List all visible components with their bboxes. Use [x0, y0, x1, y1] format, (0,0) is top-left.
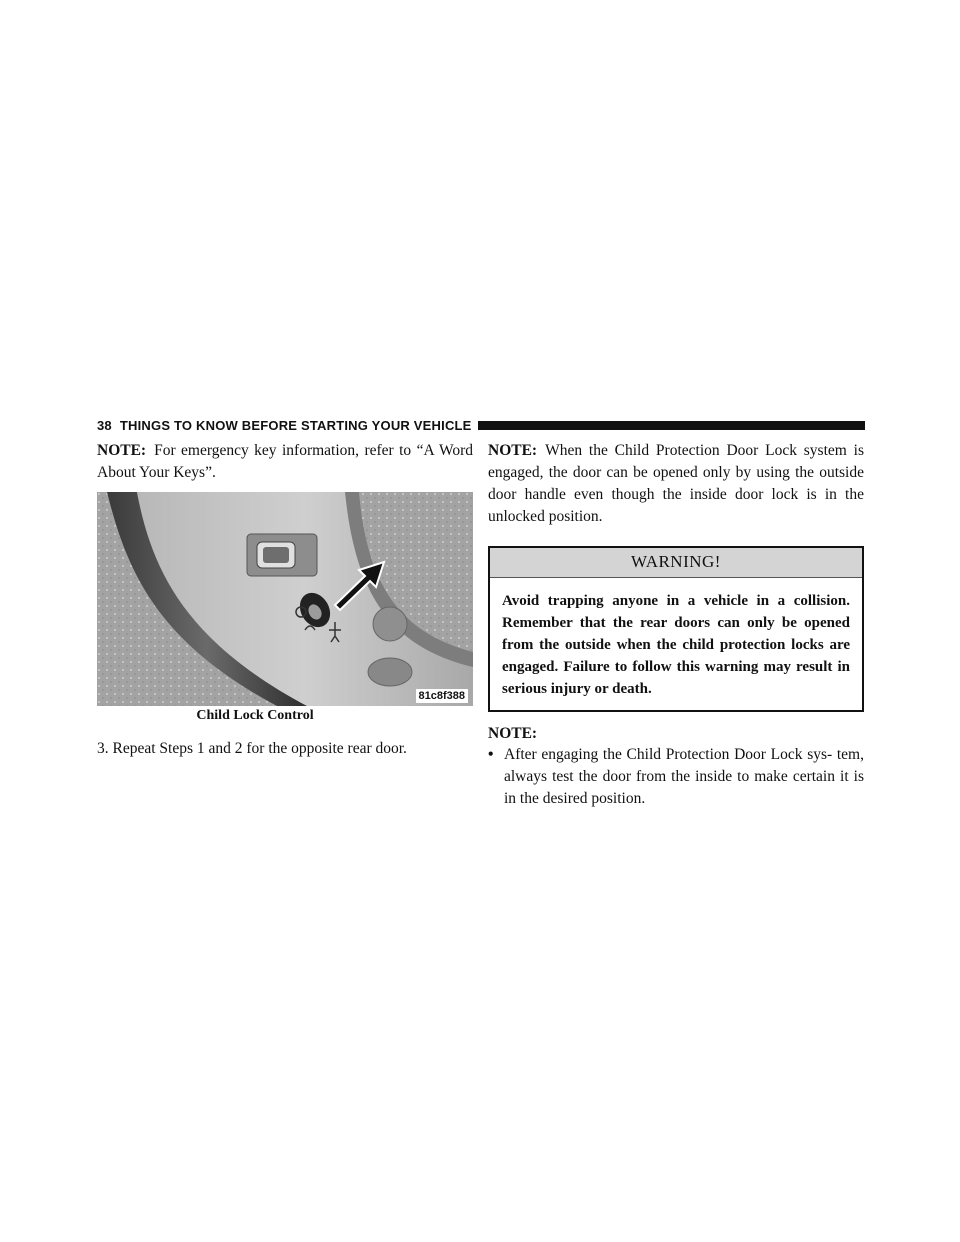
note-child-protection: [488, 440, 864, 528]
note-text: For emergency key information, refer to “A Word About Your Keys”.: [97, 442, 473, 481]
warning-body: Avoid trapping anyone in a vehicle in a collision. Remember that the rear doors can only be opened from the outside when the child protection locks are engaged. Failure to follow this warning may result in serious injury or death.: [502, 593, 850, 697]
chapter-title: THINGS TO KNOW BEFORE STARTING YOUR VEHICLE: [119, 417, 472, 433]
list-item: [488, 744, 864, 810]
header-rule: [478, 421, 865, 430]
note-label: NOTE:: [488, 442, 538, 459]
warning-box: [488, 546, 864, 712]
warning-title: WARNING!: [490, 548, 862, 578]
left-column: [97, 440, 473, 760]
note-emergency-key: [97, 440, 473, 484]
note-text: When the Child Protection Door Lock system is engaged, the door can be opened only by using the outside door handle even though the inside door lock is in the unlocked position.: [488, 442, 864, 525]
page-number: 38: [97, 417, 112, 433]
right-column: [488, 440, 864, 810]
bullet-icon: •: [488, 746, 494, 763]
figure-caption: Child Lock Control: [196, 708, 314, 723]
note-label: NOTE:: [97, 442, 147, 459]
child-lock-illustration: [97, 492, 473, 706]
page-header: [97, 416, 865, 434]
bullet-text: After engaging the Child Protection Door Lock sys- tem, always test the door from the inside to make certain it is in the desired position.: [504, 746, 864, 807]
step-3: 3. Repeat Steps 1 and 2 for the opposite rear door.: [97, 740, 407, 757]
figure-code: 81c8f388: [416, 689, 469, 703]
child-lock-figure: [97, 492, 473, 706]
note-label: NOTE:: [488, 725, 538, 742]
